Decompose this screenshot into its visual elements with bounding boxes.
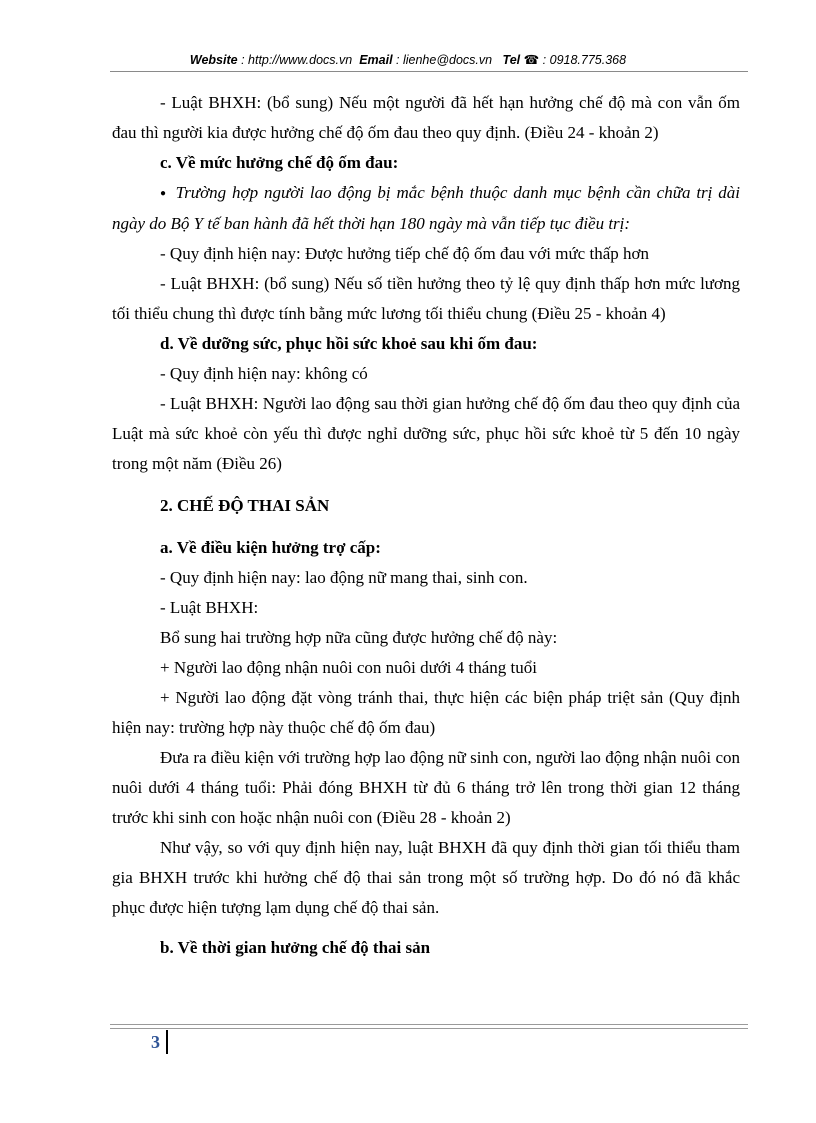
website-link[interactable]: http://www.docs.vn bbox=[248, 53, 353, 67]
email-sep: : bbox=[392, 53, 403, 67]
paragraph: - Quy định hiện nay: không có bbox=[160, 364, 368, 383]
paragraph: - Luật BHXH: bbox=[160, 598, 259, 617]
section-heading-a: a. Về điều kiện hưởng trợ cấp: bbox=[160, 538, 381, 557]
header-divider bbox=[110, 71, 748, 72]
section-heading-d: d. Về dưỡng sức, phục hồi sức khoẻ sau khi ốm đau: bbox=[160, 334, 538, 353]
document-body bbox=[112, 88, 740, 963]
email-link[interactable]: lienhe@docs.vn bbox=[402, 53, 493, 67]
phone-icon: ☎ bbox=[523, 53, 540, 67]
italic-bullet-paragraph bbox=[112, 178, 740, 239]
bullet-icon: ● bbox=[160, 188, 168, 199]
paragraph: + Người lao động đặt vòng tránh thai, thực hiện các biện pháp triệt sản (Quy định hiện nay: trường hợp này thuộc chế độ ốm đau) bbox=[112, 688, 740, 737]
italic-text: Trường hợp người lao động bị mắc bệnh thuộc danh mục bệnh cần chữa trị dài ngày do Bộ Y tế ban hành đã hết thời hạn 180 ngày mà vẫn tiếp tục điều trị: bbox=[112, 183, 740, 233]
paragraph: - Luật BHXH: (bổ sung) Nếu số tiền hưởng theo tỷ lệ quy định thấp hơn mức lương tối thiểu chung thì được tính bằng mức lương tối thiểu chung (Điều 25 - khoản 4) bbox=[112, 274, 740, 323]
section-heading-c: c. Về mức hưởng chế độ ốm đau: bbox=[160, 153, 399, 172]
tel-label: Tel bbox=[502, 53, 521, 67]
website-label: Website bbox=[189, 53, 238, 67]
paragraph: Bổ sung hai trường hợp nữa cũng được hưởng chế độ này: bbox=[160, 628, 558, 647]
paragraph: - Quy định hiện nay: lao động nữ mang thai, sinh con. bbox=[160, 568, 528, 587]
page-header bbox=[0, 52, 816, 67]
footer-divider bbox=[110, 1024, 748, 1029]
paragraph: + Người lao động nhận nuôi con nuôi dưới 4 tháng tuổi bbox=[160, 658, 537, 677]
paragraph: Như vậy, so với quy định hiện nay, luật BHXH đã quy định thời gian tối thiểu tham gia BHXH trước khi hưởng chế độ thai sản trong một số trường hợp. Do đó nó đã khắc phục được hiện tượng lạm dụng chế độ thai sản. bbox=[112, 838, 740, 917]
paragraph: Đưa ra điều kiện với trường hợp lao động nữ sinh con, người lao động nhận nuôi con nuôi dưới 4 tháng tuổi: Phải đóng BHXH từ đủ 6 tháng trở lên trong thời gian 12 tháng trước khi sinh con hoặc nhận nuôi con (Điều 28 - khoản 2) bbox=[112, 748, 740, 827]
chapter-heading-2: 2. CHẾ ĐỘ THAI SẢN bbox=[160, 496, 330, 515]
website-sep: : bbox=[237, 53, 249, 67]
section-heading-b: b. Về thời gian hưởng chế độ thai sản bbox=[160, 938, 431, 957]
paragraph: - Luật BHXH: Người lao động sau thời gian hưởng chế độ ốm đau theo quy định của Luật mà sức khoẻ còn yếu thì được nghỉ dưỡng sức, phục hồi sức khoẻ từ 5 đến 10 ngày trong một năm (Điều 26) bbox=[112, 394, 740, 473]
paragraph: - Luật BHXH: (bổ sung) Nếu một người đã hết hạn hưởng chế độ mà con vẫn ốm đau thì người kia được hưởng chế độ ốm đau theo quy định. (Điều 24 - khoản 2) bbox=[112, 93, 740, 142]
paragraph: - Quy định hiện nay: Được hưởng tiếp chế độ ốm đau với mức thấp hơn bbox=[160, 244, 649, 263]
email-label: Email bbox=[359, 53, 393, 67]
tel-value: : 0918.775.368 bbox=[539, 53, 627, 67]
page-number: 3 bbox=[151, 1030, 168, 1054]
